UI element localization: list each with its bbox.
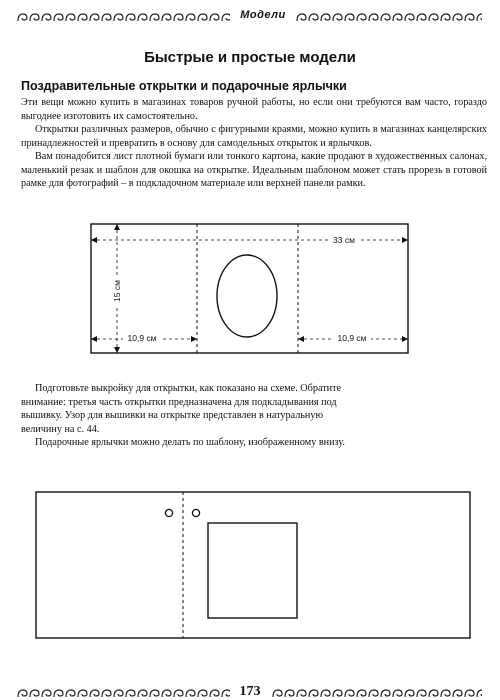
paragraph: Подарочные ярлычки можно делать по шаблону, изображенному внизу. [35,437,345,448]
punch-hole-icon [165,509,172,516]
instructions-text [21,382,346,450]
height-label: 15 см [112,280,122,302]
page-title: Быстрые и простые модели [144,49,356,66]
paragraph: Вам понадобится лист плотной бумаги или тонкого картона, какие продают в художественных салонах, маленький резак и шаблон для окошка на открытке. Идеальным шаблоном может стать прорезь в готовой рамке для фотографий – в подкладочном материале или верхней панели рамки. [21,151,487,189]
width-label: 33 см [333,235,355,245]
ornament-pattern [272,688,482,699]
header-ornament-right [296,12,482,23]
panel-left-label: 10,9 см [127,333,157,343]
arrow-right-icon [402,237,408,243]
page-number: 173 [239,684,261,699]
oval-window [217,255,277,337]
running-header: Модели [240,9,286,21]
paragraph: Открытки различных размеров, обычно с фигурными краями, можно купить в магазинах канцелярских принадлежностей и превратить в основу для самодельных открыток и ярлычков. [21,124,487,149]
ornament-pattern [296,12,482,23]
arrow-right-icon [402,336,408,342]
punch-hole-icon [192,509,199,516]
footer-ornament-right [272,688,482,699]
card-template-diagram [85,217,420,362]
header-ornament-left [17,12,230,23]
arrow-up-icon [114,224,120,230]
paragraph: Эти вещи можно купить в магазинах товаров ручной работы, но если они требуются вам часто, гораздо выгоднее изготовить их самостоятельно. [21,97,487,122]
arrow-left-icon [298,336,304,342]
section-heading: Поздравительные открытки и подарочные ярлычки [21,79,347,93]
footer-ornament-left [17,688,230,699]
arrow-right-icon [191,336,197,342]
arrow-down-icon [114,347,120,353]
ornament-pattern [17,688,230,699]
square-window [208,523,297,618]
arrow-left-icon [91,336,97,342]
intro-text [21,96,487,191]
arrow-left-icon [91,237,97,243]
ornament-pattern [17,12,230,23]
panel-right-label: 10,9 см [337,333,367,343]
tag-outline [36,492,470,638]
paragraph: Подготовьте выкройку для открытки, как показано на схеме. Обратите внимание: третья часть открытки предназначена для подкладывания под вышивку. Узор для вышивки на открытке представлен в натуральную величину на с. 44. [21,383,342,435]
gift-tag-diagram [34,490,474,642]
